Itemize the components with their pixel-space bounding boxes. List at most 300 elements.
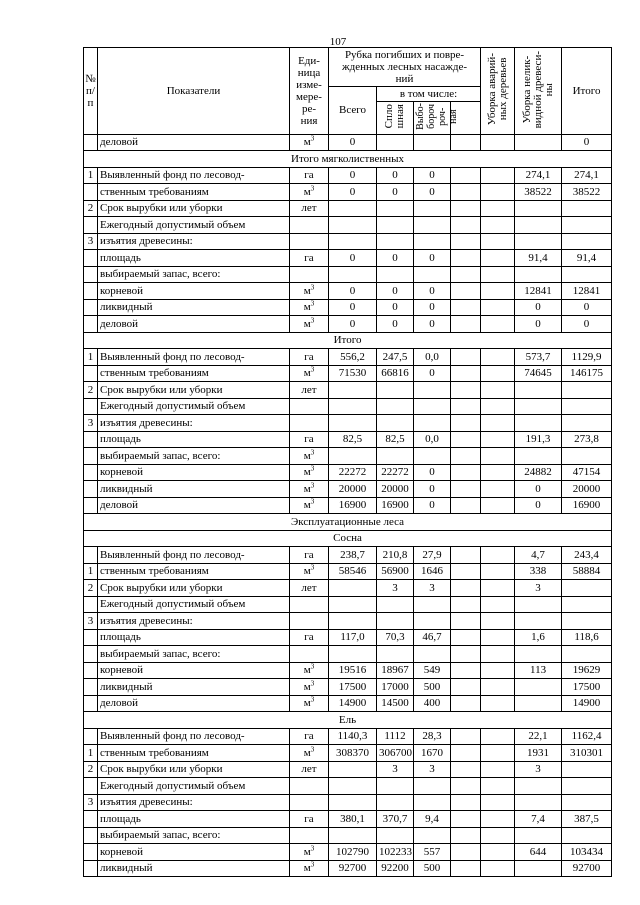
page-number: 107 [329, 36, 347, 48]
row-value [414, 646, 451, 663]
table-row [84, 481, 612, 498]
row-number: 3 [84, 415, 98, 432]
table-row [84, 860, 612, 877]
row-value [329, 596, 377, 613]
row-unit: $м^3$ [290, 695, 329, 712]
section-row [84, 530, 612, 547]
row-value [562, 233, 612, 250]
row-unit: $м^3$ [290, 745, 329, 762]
row-value: 308370 [329, 745, 377, 762]
row-value: 58884 [562, 563, 612, 580]
row-value [329, 217, 377, 234]
row-value [562, 200, 612, 217]
table-row [84, 266, 612, 283]
row-value [515, 382, 562, 399]
row-label: деловой [98, 134, 290, 151]
row-value-blank [451, 695, 481, 712]
row-value: 113 [515, 662, 562, 679]
row-label: корневой [98, 283, 290, 300]
row-value: 0 [562, 134, 612, 151]
row-value [414, 415, 451, 432]
row-value [481, 580, 515, 597]
row-value [481, 662, 515, 679]
row-value: 16900 [562, 497, 612, 514]
table-row [84, 283, 612, 300]
row-value [481, 200, 515, 217]
row-value [377, 778, 414, 795]
row-value: 47154 [562, 464, 612, 481]
row-value: 273,8 [562, 431, 612, 448]
table-row [84, 761, 612, 778]
row-unit [290, 778, 329, 795]
row-number: 2 [84, 200, 98, 217]
row-value [562, 398, 612, 415]
row-value [329, 448, 377, 465]
row-value: 0 [414, 250, 451, 267]
row-value: 3 [414, 761, 451, 778]
row-value: 92700 [329, 860, 377, 877]
section-title: Итого [84, 332, 612, 349]
row-value-blank [451, 382, 481, 399]
table-row [84, 415, 612, 432]
row-label: Срок вырубки или уборки [98, 200, 290, 217]
row-number [84, 679, 98, 696]
row-value: 3 [414, 580, 451, 597]
row-value-blank [451, 398, 481, 415]
row-value [562, 596, 612, 613]
row-value [329, 761, 377, 778]
row-value-blank [451, 662, 481, 679]
row-value [414, 233, 451, 250]
row-value [562, 415, 612, 432]
row-value [481, 629, 515, 646]
row-label: изъятия древесины: [98, 415, 290, 432]
row-value: 310301 [562, 745, 612, 762]
row-value: 3 [377, 761, 414, 778]
row-value: 7,4 [515, 811, 562, 828]
row-unit: га [290, 167, 329, 184]
header-selective-cut: Выбо- бороч роч- ная [414, 102, 451, 135]
row-unit: лет [290, 761, 329, 778]
row-number [84, 217, 98, 234]
row-value: 58546 [329, 563, 377, 580]
table-row [84, 778, 612, 795]
table-row [84, 679, 612, 696]
row-value [481, 431, 515, 448]
header-total: Итого [562, 48, 612, 135]
row-value: 56900 [377, 563, 414, 580]
row-value: 74645 [515, 365, 562, 382]
header-including: в том числе: [377, 87, 481, 102]
row-value [481, 596, 515, 613]
row-value-blank [451, 250, 481, 267]
row-value [515, 398, 562, 415]
row-value [562, 646, 612, 663]
row-value-blank [451, 349, 481, 366]
table-row [84, 695, 612, 712]
row-number [84, 398, 98, 415]
row-value: 0 [329, 167, 377, 184]
row-value [481, 695, 515, 712]
row-value: 117,0 [329, 629, 377, 646]
row-unit: $м^3$ [290, 134, 329, 151]
row-value: 27,9 [414, 547, 451, 564]
row-value: 16900 [377, 497, 414, 514]
row-value [377, 398, 414, 415]
row-number [84, 250, 98, 267]
row-value [515, 646, 562, 663]
row-label: изъятия древесины: [98, 233, 290, 250]
row-unit [290, 233, 329, 250]
row-number [84, 134, 98, 151]
row-label: ликвидный [98, 299, 290, 316]
table-row [84, 547, 612, 564]
row-unit: лет [290, 382, 329, 399]
row-label: Срок вырубки или уборки [98, 580, 290, 597]
row-value: 17500 [562, 679, 612, 696]
row-value-blank [451, 844, 481, 861]
row-value: 38522 [515, 184, 562, 201]
row-value: 16900 [329, 497, 377, 514]
row-value [329, 415, 377, 432]
row-value [481, 547, 515, 564]
row-value [481, 827, 515, 844]
row-value [414, 217, 451, 234]
row-label: ственным требованиям [98, 563, 290, 580]
row-number [84, 464, 98, 481]
row-value [329, 827, 377, 844]
row-value: 247,5 [377, 349, 414, 366]
row-value [481, 184, 515, 201]
row-value: 0 [329, 299, 377, 316]
row-label: ственным требованиям [98, 365, 290, 382]
row-value: 500 [414, 679, 451, 696]
row-value: 0 [515, 316, 562, 333]
row-value: 549 [414, 662, 451, 679]
row-value: 19629 [562, 662, 612, 679]
row-number: 1 [84, 349, 98, 366]
row-value: 0,0 [414, 431, 451, 448]
row-value-blank [451, 316, 481, 333]
row-value [481, 316, 515, 333]
row-label: ственным требованиям [98, 184, 290, 201]
row-value: 243,4 [562, 547, 612, 564]
table-row [84, 827, 612, 844]
row-unit: лет [290, 200, 329, 217]
row-number [84, 646, 98, 663]
table-row [84, 431, 612, 448]
row-value [377, 596, 414, 613]
row-value: 0,0 [414, 349, 451, 366]
row-value [481, 728, 515, 745]
row-value: 20000 [329, 481, 377, 498]
row-number: 1 [84, 745, 98, 762]
row-unit: $м^3$ [290, 365, 329, 382]
row-value-blank [451, 184, 481, 201]
row-value: 0 [329, 134, 377, 151]
row-value: 0 [377, 283, 414, 300]
row-number [84, 316, 98, 333]
row-value [414, 613, 451, 630]
table-row [84, 200, 612, 217]
row-value: 0 [377, 316, 414, 333]
row-value [515, 200, 562, 217]
row-value: 0 [414, 283, 451, 300]
row-number: 2 [84, 580, 98, 597]
row-unit [290, 596, 329, 613]
row-value: 103434 [562, 844, 612, 861]
row-value: 0 [329, 283, 377, 300]
row-value [562, 382, 612, 399]
row-number: 2 [84, 761, 98, 778]
row-value: 3 [515, 761, 562, 778]
row-value: 12841 [515, 283, 562, 300]
row-value [377, 233, 414, 250]
row-value-blank [451, 860, 481, 877]
row-value [481, 382, 515, 399]
row-value [481, 794, 515, 811]
row-value: 22,1 [515, 728, 562, 745]
row-unit: $м^3$ [290, 844, 329, 861]
row-value: 1931 [515, 745, 562, 762]
row-value-blank [451, 481, 481, 498]
table-row [84, 596, 612, 613]
row-value [329, 613, 377, 630]
row-number [84, 844, 98, 861]
row-number [84, 728, 98, 745]
row-unit [290, 415, 329, 432]
row-value [515, 233, 562, 250]
row-value: 0 [414, 497, 451, 514]
row-value [562, 761, 612, 778]
row-number: 1 [84, 167, 98, 184]
row-value [329, 233, 377, 250]
row-value: 91,4 [562, 250, 612, 267]
row-number [84, 547, 98, 564]
row-value: 0 [515, 481, 562, 498]
row-value: 191,3 [515, 431, 562, 448]
row-value: 71530 [329, 365, 377, 382]
row-value-blank [451, 233, 481, 250]
row-value-blank [451, 217, 481, 234]
row-label: деловой [98, 316, 290, 333]
row-value: 0 [414, 464, 451, 481]
row-value: 4,7 [515, 547, 562, 564]
row-value: 118,6 [562, 629, 612, 646]
section-title: Сосна [84, 530, 612, 547]
row-value [481, 398, 515, 415]
row-unit: га [290, 431, 329, 448]
row-value [414, 382, 451, 399]
table-row [84, 217, 612, 234]
row-value [562, 580, 612, 597]
row-value: 0 [562, 299, 612, 316]
row-value [329, 382, 377, 399]
row-label: деловой [98, 695, 290, 712]
header-indicator: Показатели [98, 48, 290, 135]
row-value: 9,4 [414, 811, 451, 828]
row-label: Выявленный фонд по лесовод- [98, 547, 290, 564]
row-value: 22272 [329, 464, 377, 481]
row-value: 146175 [562, 365, 612, 382]
row-value: 338 [515, 563, 562, 580]
row-value-blank [451, 167, 481, 184]
row-number [84, 481, 98, 498]
table-row [84, 349, 612, 366]
row-value [481, 415, 515, 432]
row-value [481, 250, 515, 267]
row-value-blank [451, 794, 481, 811]
row-number: 3 [84, 233, 98, 250]
row-value: 3 [377, 580, 414, 597]
row-value [515, 794, 562, 811]
row-value-blank [451, 299, 481, 316]
table-row [84, 316, 612, 333]
row-unit: $м^3$ [290, 497, 329, 514]
table-row [84, 811, 612, 828]
header-clear-cut: Спло шная [377, 102, 414, 135]
row-unit: $м^3$ [290, 283, 329, 300]
row-value-blank [451, 464, 481, 481]
row-value [562, 778, 612, 795]
row-unit [290, 266, 329, 283]
row-value [481, 613, 515, 630]
row-value [481, 679, 515, 696]
row-value [414, 266, 451, 283]
table-row [84, 646, 612, 663]
row-unit: $м^3$ [290, 860, 329, 877]
row-value [562, 794, 612, 811]
row-value: 14900 [562, 695, 612, 712]
row-value: 274,1 [562, 167, 612, 184]
row-label: корневой [98, 662, 290, 679]
row-value: 0 [377, 167, 414, 184]
row-value [515, 448, 562, 465]
row-value [377, 646, 414, 663]
table-row [84, 613, 612, 630]
row-value: 644 [515, 844, 562, 861]
row-value [481, 563, 515, 580]
row-value [481, 464, 515, 481]
row-value [377, 382, 414, 399]
row-value [414, 596, 451, 613]
row-value: 1112 [377, 728, 414, 745]
row-value [515, 613, 562, 630]
row-value: 70,3 [377, 629, 414, 646]
row-unit [290, 613, 329, 630]
table-row [84, 365, 612, 382]
section-row [84, 514, 612, 531]
row-number [84, 184, 98, 201]
row-value: 0 [562, 316, 612, 333]
row-value [414, 778, 451, 795]
row-number [84, 662, 98, 679]
row-value [481, 217, 515, 234]
row-label: ственным требованиям [98, 745, 290, 762]
row-label: Выявленный фонд по лесовод- [98, 728, 290, 745]
row-value: 12841 [562, 283, 612, 300]
row-label: деловой [98, 497, 290, 514]
row-unit: $м^3$ [290, 184, 329, 201]
row-unit [290, 217, 329, 234]
row-value [481, 266, 515, 283]
row-value [481, 761, 515, 778]
row-value: 0 [515, 299, 562, 316]
row-value [515, 695, 562, 712]
row-value: 102233 [377, 844, 414, 861]
row-value-blank [451, 778, 481, 795]
row-value [515, 679, 562, 696]
table-row [84, 398, 612, 415]
row-label: Ежегодный допустимый объем [98, 778, 290, 795]
row-unit: $м^3$ [290, 481, 329, 498]
row-unit: га [290, 811, 329, 828]
row-value: 0 [329, 316, 377, 333]
row-unit [290, 646, 329, 663]
row-unit: лет [290, 580, 329, 597]
row-value-blank [451, 283, 481, 300]
row-number [84, 431, 98, 448]
row-label: площадь [98, 250, 290, 267]
row-value: 0 [414, 184, 451, 201]
row-number [84, 860, 98, 877]
row-label: изъятия древесины: [98, 613, 290, 630]
row-label: выбираемый запас, всего: [98, 646, 290, 663]
row-unit [290, 794, 329, 811]
row-unit: га [290, 349, 329, 366]
table-row [84, 563, 612, 580]
row-label: корневой [98, 844, 290, 861]
row-value-blank [451, 613, 481, 630]
row-value [481, 778, 515, 795]
row-value-blank [451, 266, 481, 283]
forest-felling-table [83, 47, 612, 877]
table-row [84, 497, 612, 514]
row-value: 0 [329, 184, 377, 201]
row-value [481, 860, 515, 877]
row-value [515, 827, 562, 844]
row-unit: $м^3$ [290, 448, 329, 465]
row-label: Срок вырубки или уборки [98, 382, 290, 399]
row-value-blank [451, 431, 481, 448]
row-value [481, 299, 515, 316]
row-value: 66816 [377, 365, 414, 382]
row-label: ликвидный [98, 481, 290, 498]
row-unit: га [290, 629, 329, 646]
row-unit: $м^3$ [290, 563, 329, 580]
row-value-blank [451, 547, 481, 564]
table-row [84, 167, 612, 184]
row-label: Ежегодный допустимый объем [98, 398, 290, 415]
row-value: 22272 [377, 464, 414, 481]
row-value: 17500 [329, 679, 377, 696]
row-value: 380,1 [329, 811, 377, 828]
row-label: Ежегодный допустимый объем [98, 596, 290, 613]
row-value: 1646 [414, 563, 451, 580]
row-value-blank [451, 827, 481, 844]
row-value [515, 596, 562, 613]
row-value [562, 266, 612, 283]
header-no: № п/п [84, 48, 98, 135]
row-value: 28,3 [414, 728, 451, 745]
row-value: 1,6 [515, 629, 562, 646]
row-value [481, 481, 515, 498]
row-value-blank [451, 365, 481, 382]
row-label: Выявленный фонд по лесовод- [98, 349, 290, 366]
row-value [515, 778, 562, 795]
row-value [562, 217, 612, 234]
table-row [84, 233, 612, 250]
